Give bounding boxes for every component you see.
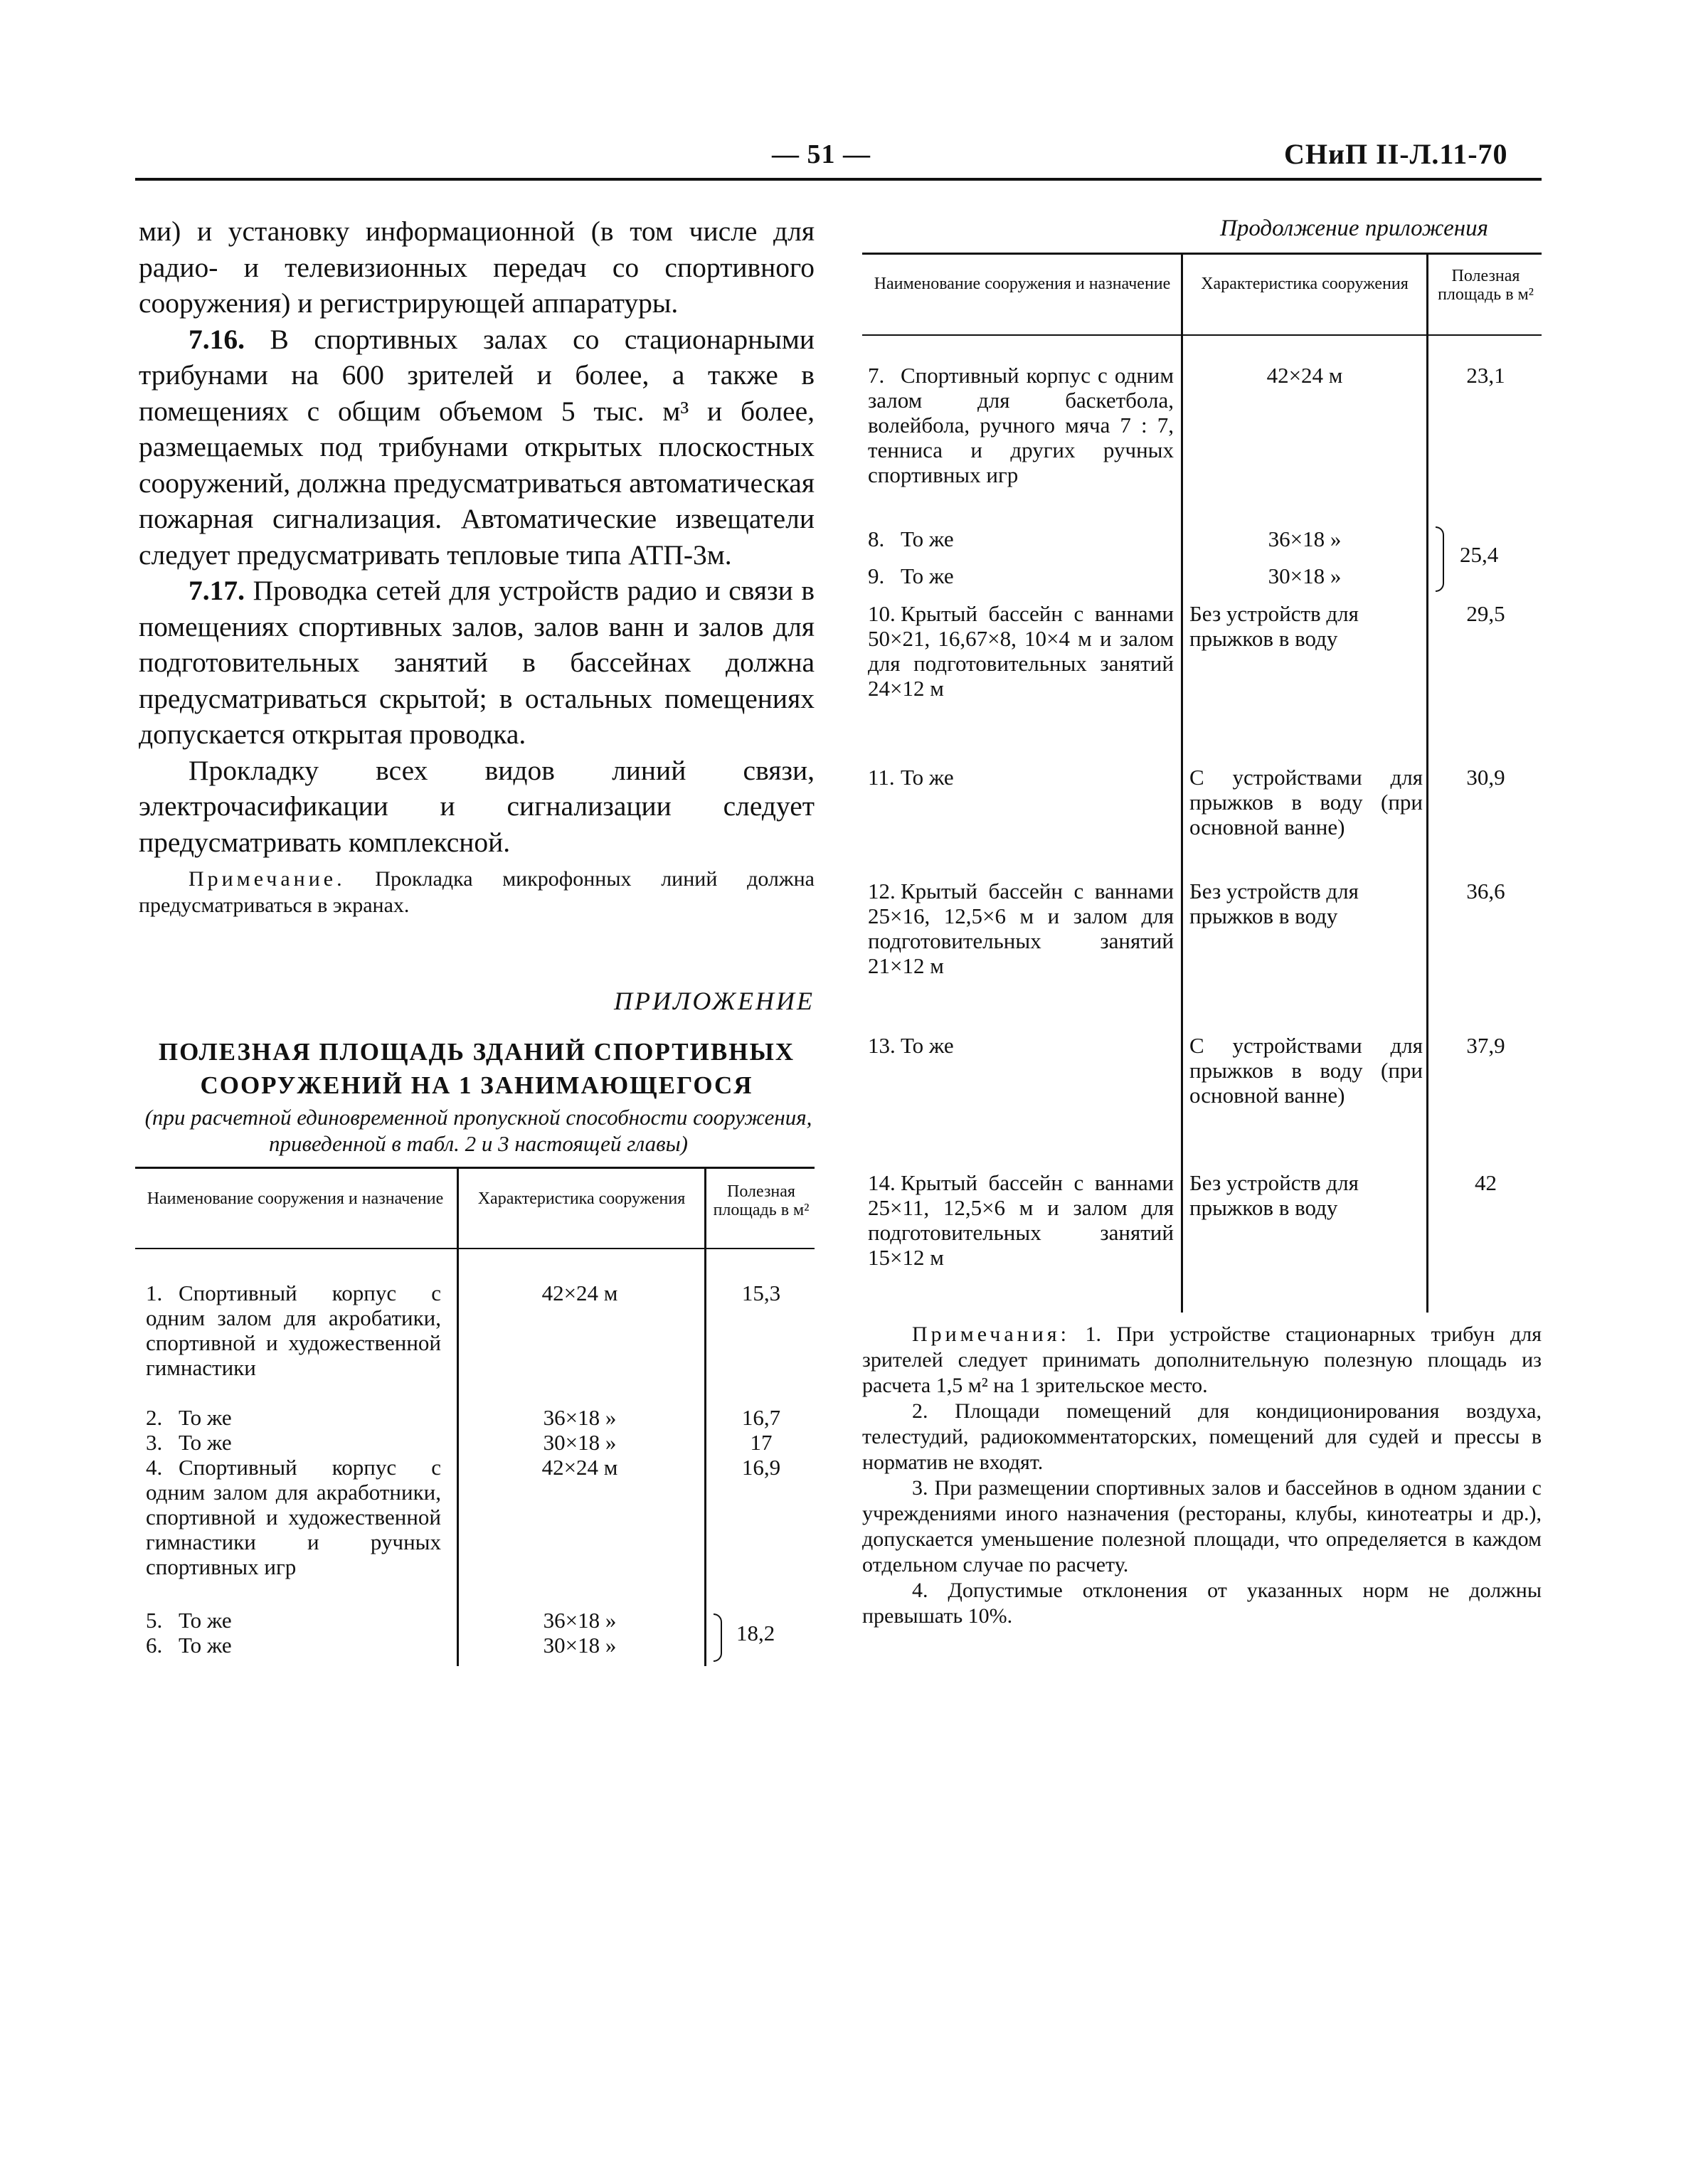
brace-icon — [1436, 526, 1444, 592]
table-row: 9. То же — [868, 563, 954, 588]
table-top-rule — [862, 253, 1542, 255]
table-cell-char: С устройствами для прыжков в воду (при основной ванне) — [1189, 1033, 1423, 1108]
table-row: 4. Спортивный корпус с одним залом для акработники, спортивной и художественной гимнастики и ручных спортивных игр — [146, 1455, 441, 1579]
table-cell-area: 37,9 — [1466, 1033, 1505, 1058]
table-row: 8. То же — [868, 526, 954, 551]
table-row: 1. Спортивный корпус с одним залом для акробатики, спортивной и художественной гимнастики — [146, 1281, 441, 1380]
table-cell-area: 29,5 — [1466, 601, 1505, 626]
note-3: 3. При размещении спортивных залов и бассейнов в одном здании с учреждениями иного назначения (рестораны, клубы, кинотеатры и др.), допускается уменьшение полезной площади, что определяется в каждом отдельном случае по расчету. — [862, 1476, 1542, 1576]
note-4: 4. Допустимые отклонения от указанных норм не должны превышать 10%. — [862, 1579, 1542, 1628]
table-row: 6. То же — [146, 1633, 232, 1658]
header-rule — [135, 178, 1542, 181]
table-cell-area: 42 — [1475, 1170, 1497, 1195]
table-cell-char: 42×24 м — [541, 1281, 618, 1305]
column-header-name: Наименование сооружения и назначение — [874, 275, 1171, 293]
left-column-text — [139, 213, 815, 918]
paragraph-7-16 — [139, 322, 815, 573]
page-number: — 51 — — [772, 139, 871, 169]
table-row: 14. Крытый бассейн с ваннами 25×11, 12,5×6 м и залом для подготовительных занятий 15×12 м — [868, 1170, 1174, 1270]
clause-text: В спортивных залах со стационарными трибунами на 600 зрителей и более, а также в помещениях с общим объемом 5 тыс. м³ и более, размещаемых под трибунами открытых плоскостных сооружений, должна предусматриваться автоматическая пожарная сигнализация. Автоматические извещатели следует предусматривать тепловые типа АТП-3м. — [139, 323, 815, 571]
note — [139, 866, 815, 918]
continuation-label: Продолжение приложения — [1220, 216, 1488, 241]
clause-number: 7.17. — [189, 575, 245, 606]
note-text: Прокладка микрофонных линий должна предусматриваться в экранах. — [139, 867, 815, 917]
column-header-char: Характеристика сооружения — [1201, 275, 1409, 293]
table-cell-area-merged: 18,2 — [736, 1621, 775, 1645]
note-label: Примечание. — [189, 867, 346, 891]
table-cell-area: 16,7 — [741, 1405, 781, 1430]
table-cell-area: 23,1 — [1466, 363, 1505, 388]
table-row: 5. То же — [146, 1608, 232, 1633]
table-row: 2. То же — [146, 1405, 232, 1430]
table-cell-char: 30×18 » — [543, 1430, 617, 1455]
table-cell-area-merged: 25,4 — [1460, 542, 1499, 567]
table-row: 11. То же — [868, 765, 954, 790]
notes-label: Примечания: — [912, 1322, 1070, 1346]
table-row: 3. То же — [146, 1430, 232, 1455]
table-cell-char: 30×18 » — [543, 1633, 617, 1658]
table-header-rule — [862, 334, 1542, 336]
table-cell-area: 16,9 — [741, 1455, 781, 1480]
column-header-area: Полезная площадь в м² — [713, 1182, 810, 1219]
appendix-title: ПОЛЕЗНАЯ ПЛОЩАДЬ ЗДАНИЙ СПОРТИВНЫХ СООРУЖЕНИЙ НА 1 ЗАНИМАЮЩЕГОСЯ — [158, 1038, 795, 1099]
table-cell-area: 30,9 — [1466, 765, 1505, 790]
table-cell-char: Без устройств для прыжков в воду — [1189, 879, 1359, 928]
table-row: 10. Крытый бассейн с ваннами 50×21, 16,67×8, 10×4 м и залом для подготовительных занятий 24×12 м — [868, 601, 1174, 701]
table-cell-char: Без устройств для прыжков в воду — [1189, 1170, 1359, 1220]
clause-number: 7.16. — [189, 323, 245, 355]
column-header-char: Характеристика сооружения — [477, 1189, 686, 1208]
table-cell-char: 42×24 м — [1266, 363, 1343, 388]
column-header-name: Наименование сооружения и назначение — [147, 1189, 444, 1208]
paragraph-continued: ми) и установку информационной (в том числе для радио- и телевизионных передач со спортивного сооружения) и регистрирующей аппаратуры. — [139, 216, 815, 319]
notes-block — [862, 1322, 1542, 1629]
column-header-area: Полезная площадь в м² — [1438, 267, 1534, 304]
clause-text: Проводка сетей для устройств радио и связи в помещениях спортивных залов, залов ванн и залов для подготовительных занятий в бассейнах должна предусматриваться скрытой; в остальных помещениях допускается открытая проводка. — [139, 575, 815, 750]
column-divider — [704, 1168, 706, 1666]
table-cell-char: 36×18 » — [1268, 526, 1342, 551]
table-header-rule — [135, 1248, 815, 1249]
table-row: 13. То же — [868, 1033, 954, 1058]
note-1: Примечания: 1. При устройстве стационарных трибун для зрителей следует принимать дополнительную полезную площадь из расчета 1,5 м² на 1 зрительское место. — [862, 1322, 1542, 1397]
note-2: 2. Площади помещений для кондиционирования воздуха, телестудий, радиокомментаторских, помещений для судей и прессы в норматив не входят. — [862, 1399, 1542, 1474]
paragraph-cabling: Прокладку всех видов линий связи, электрочасификации и сигнализации следует предусматривать комплексной. — [139, 754, 815, 858]
table-cell-area: 36,6 — [1466, 879, 1505, 903]
table-row: 7. Спортивный корпус с одним залом для баскетбола, волейбола, ручного мяча 7 : 7, тенниса и других ручных спортивных игр — [868, 363, 1174, 487]
document-code: СНиП II-Л.11-70 — [1284, 138, 1508, 170]
table-row: 12. Крытый бассейн с ваннами 25×16, 12,5×6 м и залом для подготовительных занятий 21×12 м — [868, 879, 1174, 978]
table-cell-char: 42×24 м — [541, 1455, 618, 1480]
column-divider — [1181, 254, 1183, 1313]
table-cell-char: 36×18 » — [543, 1608, 617, 1633]
column-divider — [457, 1168, 459, 1666]
table-cell-char: 30×18 » — [1268, 563, 1342, 588]
column-divider — [1426, 254, 1428, 1313]
appendix-label: ПРИЛОЖЕНИЕ — [614, 987, 815, 1015]
table-cell-area: 17 — [750, 1430, 773, 1455]
paragraph-7-17 — [139, 573, 815, 753]
table-cell-char: С устройствами для прыжков в воду (при основной ванне) — [1189, 765, 1423, 839]
brace-icon — [714, 1613, 722, 1662]
table-cell-char: Без устройств для прыжков в воду — [1189, 601, 1359, 651]
table-top-rule — [135, 1167, 815, 1169]
table-cell-area: 15,3 — [741, 1281, 781, 1305]
table-cell-char: 36×18 » — [543, 1405, 617, 1430]
appendix-subtitle: (при расчетной единовременной пропускной способности сооружения, приведенной в табл. 2 и 3 настоящей главы) — [144, 1105, 812, 1156]
